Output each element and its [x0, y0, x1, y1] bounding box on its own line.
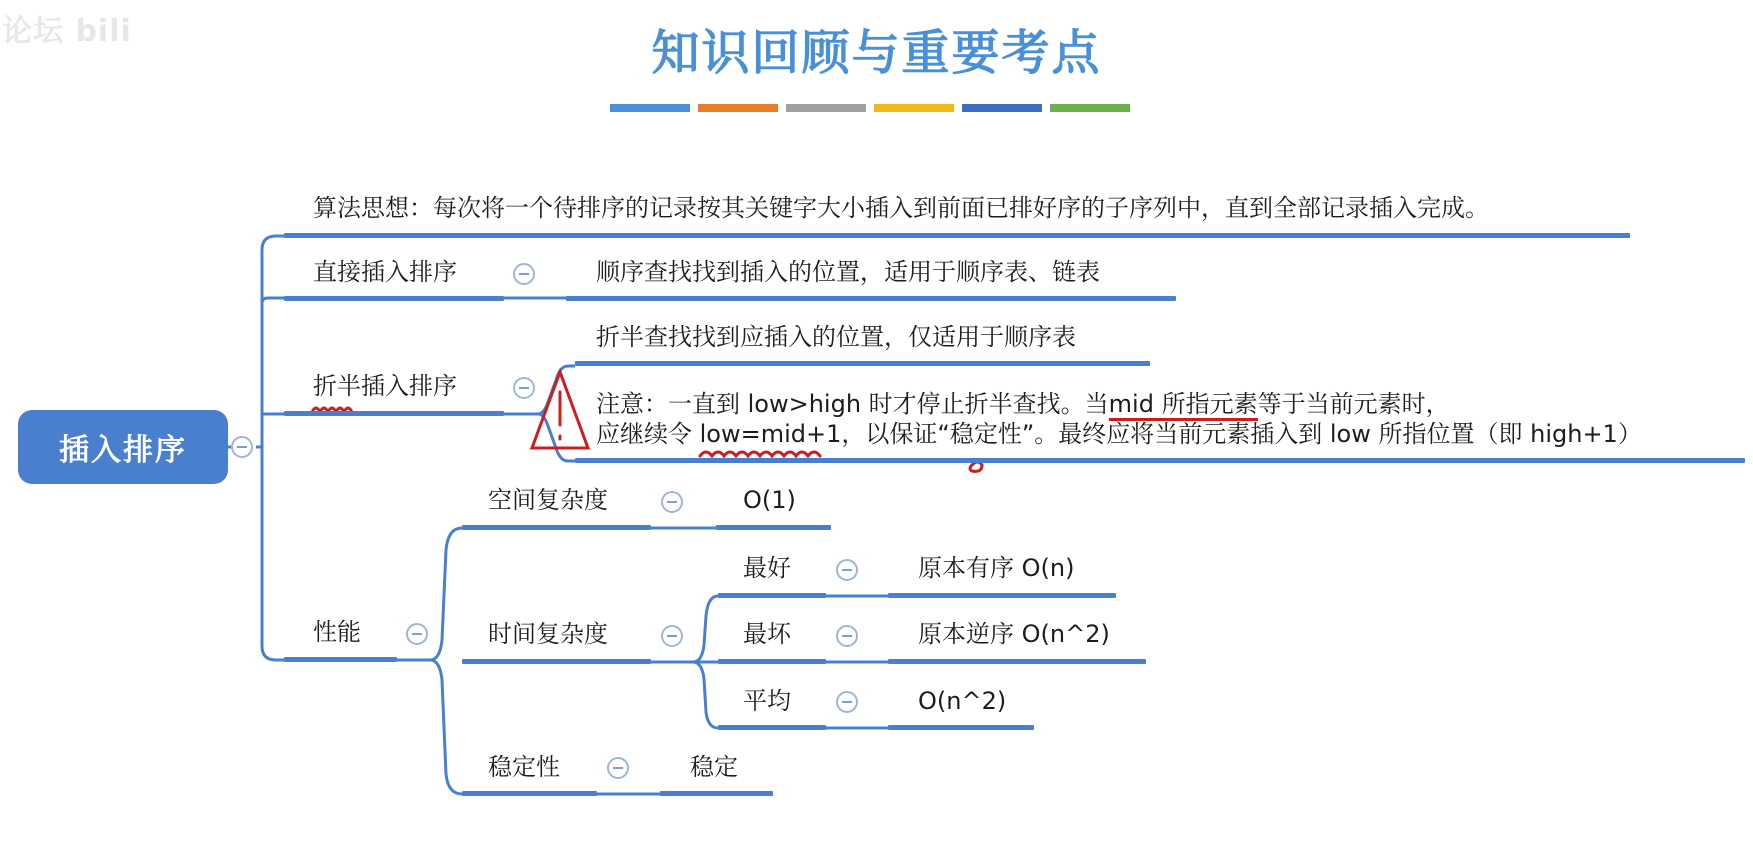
binary-note-underline — [575, 458, 1745, 463]
binary-note-line2 — [596, 419, 1642, 449]
binary-insertion-label[interactable]: 折半插入排序 — [313, 372, 457, 400]
performance-label[interactable]: 性能 — [313, 618, 361, 646]
collapse-icon[interactable] — [836, 691, 858, 713]
note2-c: ，以保证“稳定性”。最终应将当前元素插入到 low 所指位置（即 high+1） — [841, 420, 1642, 448]
collapse-icon[interactable] — [513, 377, 535, 399]
collapse-icon[interactable] — [607, 757, 629, 779]
collapse-icon[interactable] — [836, 625, 858, 647]
collapse-icon[interactable] — [231, 436, 253, 458]
direct-insertion-detail: 顺序查找找到插入的位置，适用于顺序表、链表 — [596, 258, 1100, 286]
note2-b: low=mid+1 — [699, 420, 842, 448]
best-case-label[interactable]: 最好 — [743, 554, 791, 582]
binary-insertion-detail: 折半查找找到应插入的位置，仅适用于顺序表 — [596, 323, 1076, 351]
average-case-label[interactable]: 平均 — [743, 687, 791, 715]
collapse-icon[interactable] — [836, 559, 858, 581]
watermark: 论坛 bili — [2, 14, 132, 49]
best-underline — [718, 593, 826, 598]
root-node-insertion-sort[interactable]: 插入排序 — [18, 410, 228, 484]
note1-a: 注意：一直到 low>high 时才停止折半查找。当 — [596, 390, 1109, 418]
binary-insertion-underline — [284, 411, 504, 416]
average-value-underline — [888, 725, 1034, 730]
time-underline — [462, 659, 651, 664]
space-value-underline — [716, 525, 831, 530]
direct-detail-underline — [566, 296, 1176, 301]
page-title: 知识回顾与重要考点 — [651, 25, 1102, 81]
note1-c: 等于当前元素时， — [1257, 390, 1450, 418]
warning-icon — [532, 372, 588, 448]
direct-insertion-label[interactable]: 直接插入排序 — [313, 258, 457, 286]
best-value-underline — [888, 593, 1116, 598]
space-underline — [462, 525, 651, 530]
space-complexity-label[interactable]: 空间复杂度 — [488, 486, 608, 514]
collapse-icon[interactable] — [406, 623, 428, 645]
stability-value-underline — [660, 791, 773, 796]
direct-insertion-underline — [284, 296, 504, 301]
performance-underline — [284, 657, 397, 662]
note2-a: 应继续令 — [596, 420, 692, 448]
worst-case-value: 原本逆序 O(n^2) — [918, 620, 1110, 648]
note1-b-underlined: mid 所指元素 — [1109, 390, 1258, 421]
binary-note-line1 — [596, 389, 1450, 419]
space-complexity-value: O(1) — [743, 486, 796, 514]
collapse-icon[interactable] — [513, 263, 535, 285]
best-case-value: 原本有序 O(n) — [918, 554, 1075, 582]
binary-detail-underline — [575, 361, 1150, 366]
collapse-icon[interactable] — [661, 625, 683, 647]
stability-label[interactable]: 稳定性 — [488, 753, 560, 781]
worst-case-label[interactable]: 最坏 — [743, 620, 791, 648]
time-complexity-label[interactable]: 时间复杂度 — [488, 620, 608, 648]
worst-underline — [718, 659, 826, 664]
idea-underline — [284, 233, 1630, 238]
worst-value-underline — [888, 659, 1146, 664]
stability-underline — [462, 791, 597, 796]
average-underline — [718, 725, 826, 730]
average-case-value: O(n^2) — [918, 687, 1007, 715]
collapse-icon[interactable] — [661, 491, 683, 513]
stability-value: 稳定 — [690, 753, 738, 781]
algorithm-idea-text: 算法思想：每次将一个待排序的记录按其关键字大小插入到前面已排好序的子序列中，直到全部记录插入完成。 — [313, 194, 1489, 222]
